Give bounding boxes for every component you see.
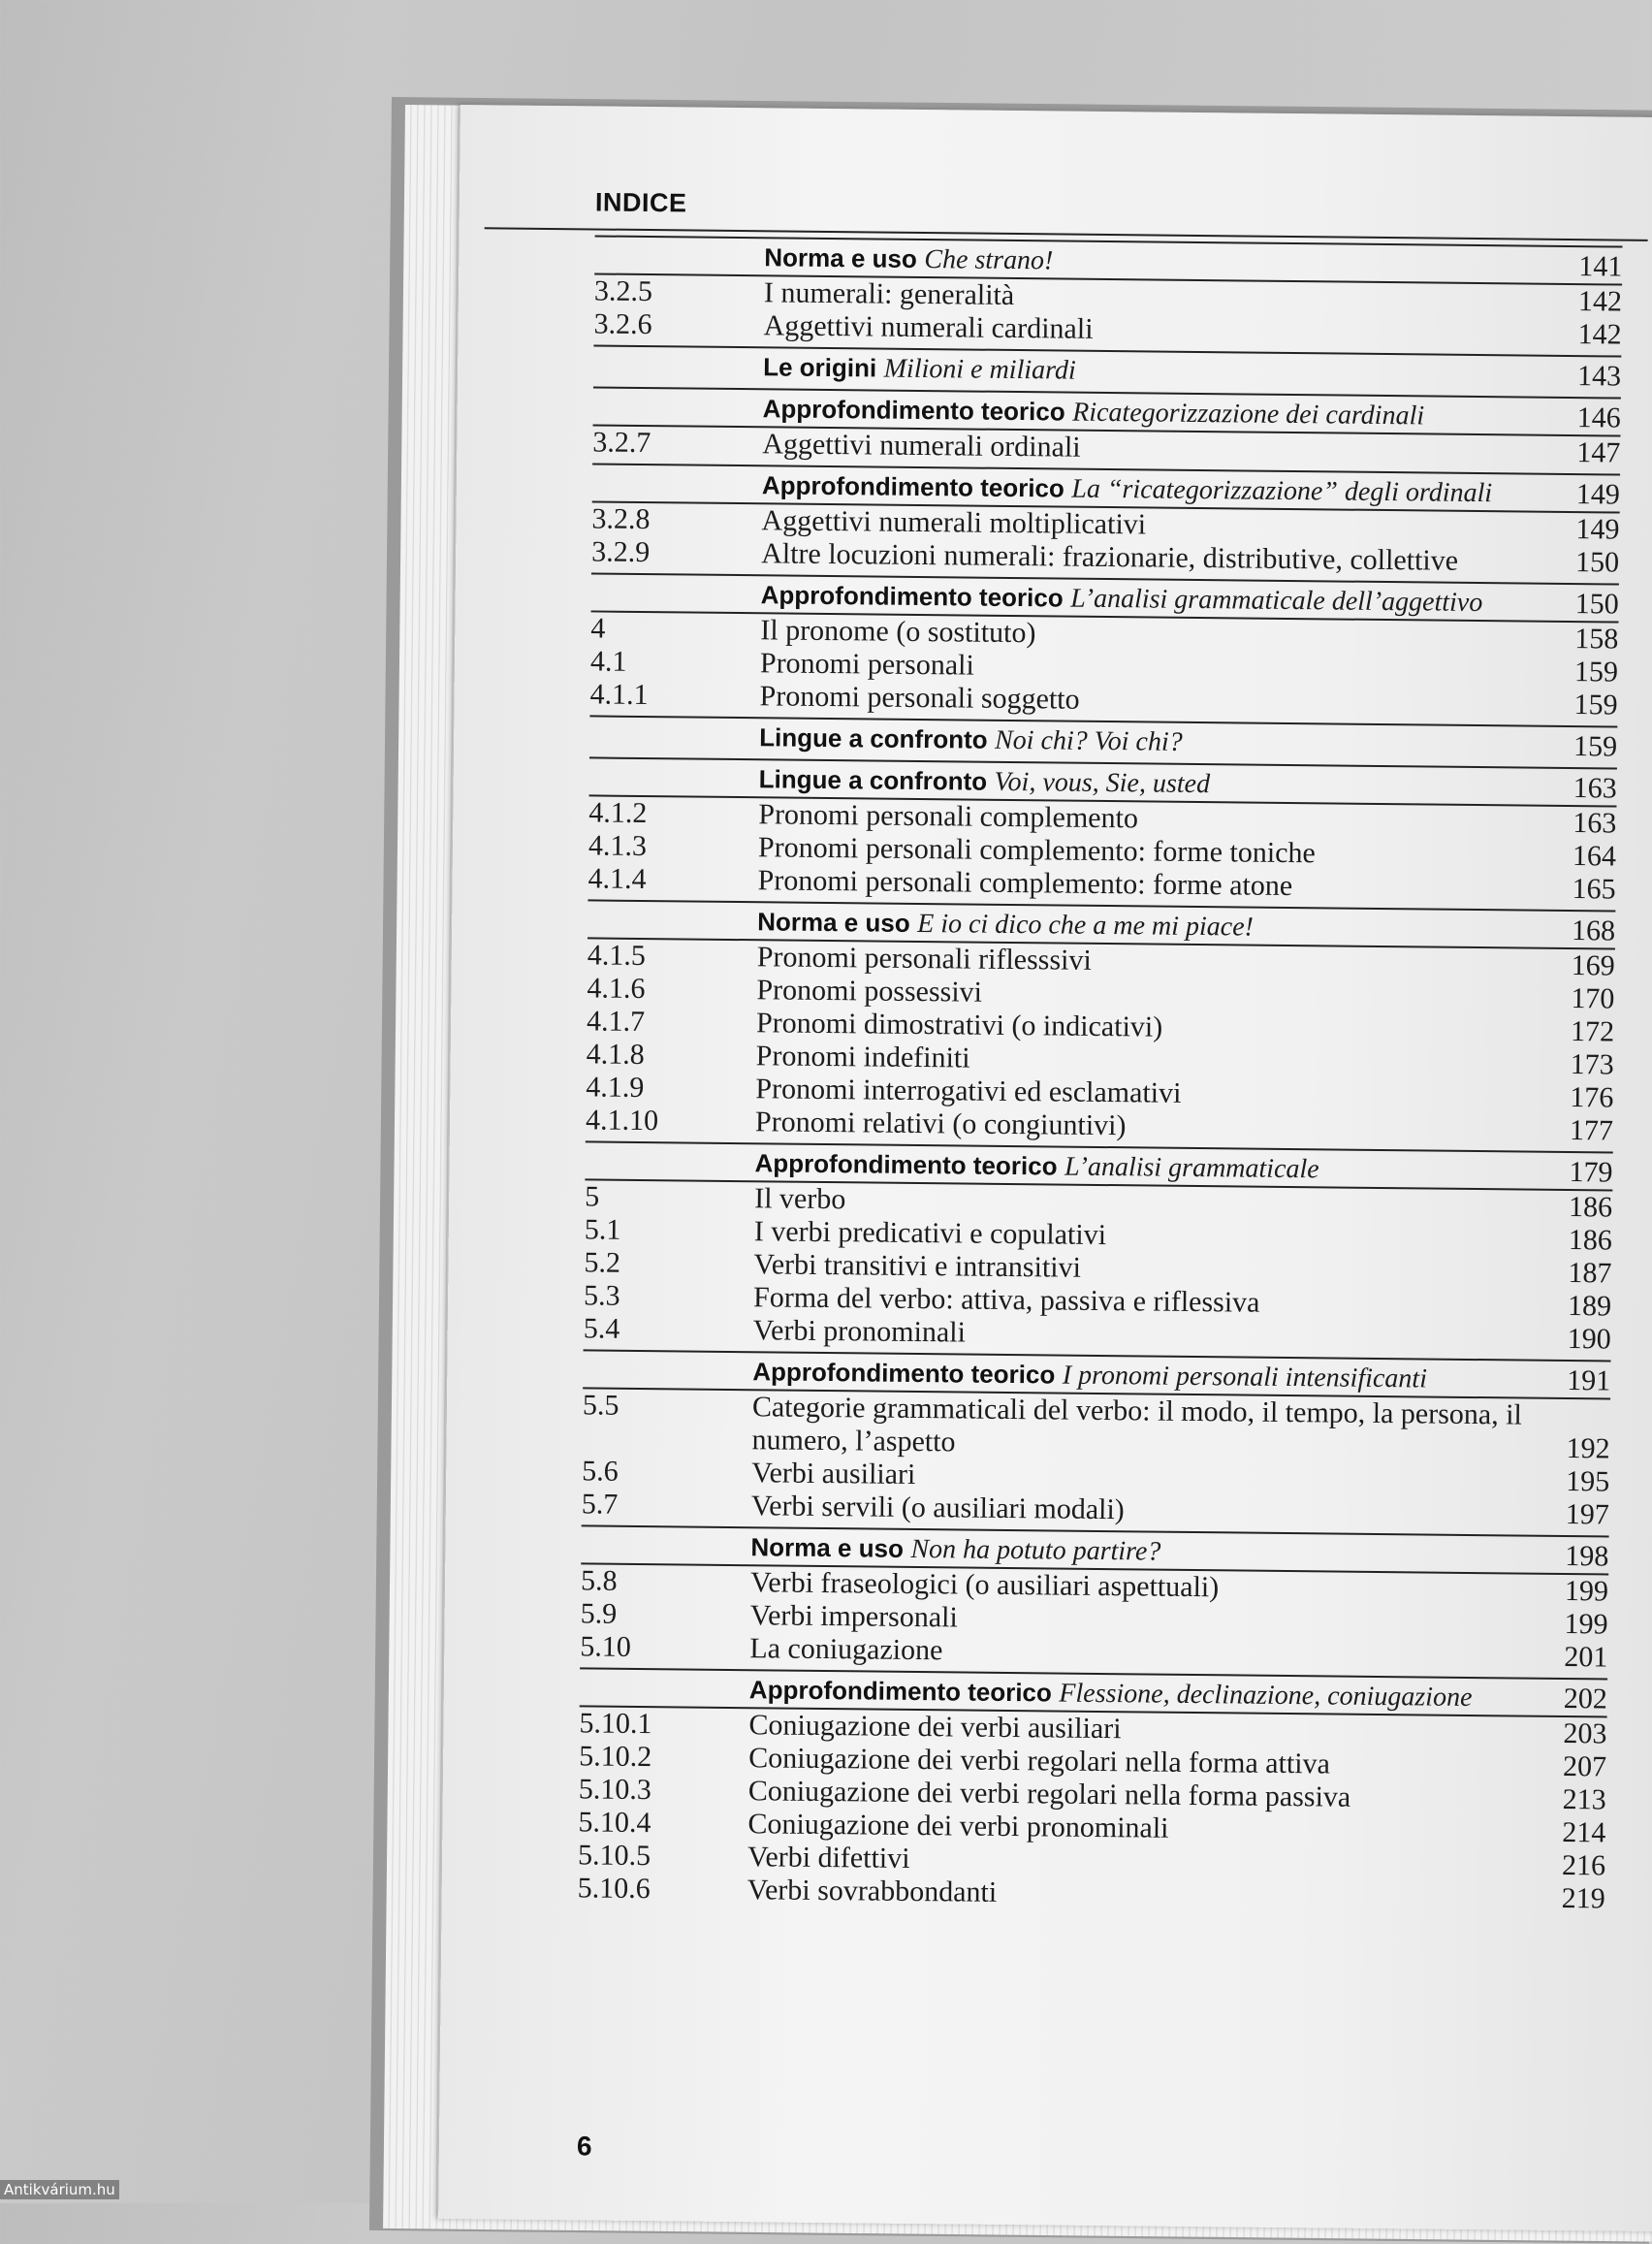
feature-label: Norma e uso (764, 242, 918, 273)
toc-entry-title-cell: Pronomi personali (759, 647, 974, 682)
toc-page-number: 149 (1575, 478, 1621, 511)
toc-entry-title-cell: Verbi transitivi e intransitivi (753, 1248, 1082, 1284)
toc-entry-number: 5.5 (582, 1389, 620, 1422)
feature-label: Approfondimento teorico (760, 580, 1064, 613)
toc-entry-title-cell: Pronomi relativi (o congiuntivi) (754, 1106, 1127, 1142)
toc-page-number: 141 (1578, 250, 1623, 283)
toc-entry-number: 5.8 (580, 1564, 618, 1597)
toc-entry-title-cell (754, 1146, 1554, 1189)
toc-entry-number: 4.1.9 (586, 1071, 645, 1105)
toc-entry-number: 4 (590, 612, 606, 645)
toc-page-number: 213 (1562, 1783, 1606, 1816)
toc-page-number: 207 (1562, 1750, 1607, 1783)
toc-page-number: 172 (1570, 1015, 1615, 1048)
toc-page-number: 198 (1565, 1540, 1609, 1573)
toc-entry-title-cell (764, 240, 1564, 283)
toc-entry-title-cell (752, 1355, 1552, 1397)
toc-entry-title-cell: Verbi difettivi (747, 1841, 910, 1875)
toc-entry-title-cell: Pronomi personali complemento: forme toniche (757, 831, 1317, 870)
page-number: 6 (576, 2131, 592, 2162)
toc-entry-number (588, 903, 757, 939)
toc-page-number: 186 (1568, 1224, 1612, 1257)
feature-label: Approfondimento teorico (752, 1357, 1056, 1390)
toc-entry-title-cell: Aggettivi numerali moltiplicativi (761, 504, 1147, 541)
toc-entry-number (594, 239, 764, 274)
toc-entry-number: 3.2.5 (593, 274, 653, 308)
toc-entry-number (591, 576, 761, 612)
toc-page-number: 170 (1571, 982, 1615, 1015)
feature-title: Non ha potuto partire? (910, 1533, 1161, 1567)
toc-page-number: 176 (1570, 1081, 1614, 1114)
toc-entry-title-cell: I numerali: generalità (763, 276, 1015, 311)
toc-entry-number: 3.2.8 (591, 502, 651, 536)
toc-entry-number (583, 1353, 752, 1389)
toc-page-number: 187 (1568, 1257, 1612, 1290)
toc-entry-title-cell (763, 392, 1563, 434)
toc-page-number: 159 (1573, 730, 1618, 763)
toc-entry-title-cell: Verbi sovrabbondanti (747, 1874, 998, 1908)
toc-entry-number: 4.1.8 (586, 1038, 645, 1072)
toc-entry-title-cell: Coniugazione dei verbi regolari nella forma passiva (747, 1775, 1351, 1813)
toc-entry-number: 4.1.6 (587, 972, 646, 1006)
toc-page-number: 169 (1571, 949, 1615, 982)
toc-entry-number: 3.2.6 (593, 307, 652, 341)
toc-entry-title-cell: Aggettivi numerali ordinali (762, 428, 1081, 464)
toc-entry-number: 5 (585, 1180, 600, 1213)
toc-entry-number: 4.1.4 (588, 862, 647, 896)
toc-entry-number: 4.1.1 (589, 678, 649, 712)
toc-page-number: 177 (1569, 1114, 1614, 1147)
toc-entry-title-cell: Aggettivi numerali cardinali (763, 309, 1094, 345)
toc-entry-title-cell: Verbi fraseologici (o ausiliari aspettuali) (749, 1566, 1220, 1604)
toc-page-number: 168 (1571, 914, 1616, 947)
feature-title: Ricategorizzazione dei cardinali (1072, 397, 1425, 432)
page-content (578, 187, 1623, 1915)
toc-entry-title-cell: Pronomi interrogativi ed esclamativi (755, 1073, 1182, 1109)
toc-entry-title-cell: Verbi impersonali (749, 1599, 958, 1634)
toc-page-number: 189 (1567, 1290, 1612, 1323)
toc-page-number: 158 (1574, 623, 1619, 656)
toc-entry-number (589, 760, 759, 796)
feature-title: L’analisi grammaticale (1064, 1151, 1319, 1185)
toc-entry-number: 5.10.4 (578, 1806, 651, 1840)
toc-entry-number: 4.1.5 (587, 939, 646, 973)
toc-entry-number: 5.6 (582, 1455, 619, 1488)
feature-label: Approfondimento teorico (762, 394, 1065, 427)
toc-page-number: 197 (1565, 1498, 1610, 1531)
toc-entry-number (593, 390, 763, 426)
toc-page-number: 150 (1574, 546, 1620, 579)
toc-page-number: 173 (1570, 1048, 1614, 1081)
toc-page-number: 142 (1577, 285, 1623, 318)
toc-entry-number: 5.7 (581, 1488, 619, 1521)
toc-page-number: 150 (1574, 588, 1619, 621)
toc-page-number: 192 (1566, 1432, 1610, 1465)
toc-entry-title-cell: Pronomi personali complemento: forme atone (757, 864, 1293, 903)
toc-feature-row (589, 715, 1617, 763)
toc-entry-number (585, 1144, 754, 1180)
toc-page-number: 201 (1564, 1641, 1608, 1674)
toc-entry-number (593, 348, 763, 384)
toc-entry-number: 5.1 (584, 1213, 621, 1246)
watermark: Antikvárium.hu (0, 2180, 119, 2199)
feature-label: Norma e uso (757, 907, 910, 938)
toc-page-number: 165 (1572, 873, 1616, 906)
toc-page-number: 190 (1567, 1323, 1611, 1356)
toc-page-number: 214 (1562, 1815, 1606, 1849)
toc-page-number: 216 (1561, 1848, 1606, 1882)
toc-entry-number (581, 1528, 750, 1564)
toc-entry-number: 5.2 (584, 1246, 621, 1279)
toc-entry-number: 4.1.7 (586, 1005, 646, 1039)
toc-page-number: 142 (1577, 318, 1622, 351)
toc-feature-row (593, 344, 1621, 393)
feature-label: Approfondimento teorico (748, 1675, 1053, 1708)
toc-entry-number: 5.10.3 (578, 1773, 651, 1807)
toc-entry-title-cell: Il pronome (o sostituto) (760, 614, 1036, 650)
toc-entry-title-cell (759, 721, 1559, 763)
toc-entry-title-cell (761, 578, 1561, 621)
toc-page-number: 159 (1573, 656, 1619, 689)
feature-title: I pronomi personali intensificanti (1062, 1360, 1428, 1394)
toc-page-number: 146 (1576, 401, 1621, 434)
toc-entry-title-cell: Altre locuzioni numerali: frazionarie, distributive, collettive (760, 537, 1459, 577)
toc-page-number: 195 (1566, 1465, 1610, 1498)
toc-entry-title-cell: Coniugazione dei verbi regolari nella forma attiva (747, 1742, 1331, 1780)
feature-label: Approfondimento teorico (761, 470, 1065, 503)
toc-entry-title-cell: Pronomi personali riflesssivi (756, 941, 1092, 977)
toc-entry-title-cell (762, 468, 1562, 511)
toc-page-number: 163 (1573, 772, 1617, 805)
feature-title: Flessione, declinazione, coniugazione (1059, 1678, 1473, 1714)
book-page (438, 105, 1652, 2231)
toc-entry-title-cell: Verbi ausiliari (751, 1457, 916, 1491)
toc-page-number: 219 (1561, 1881, 1605, 1915)
feature-title: L’analisi grammaticale dell’aggettivo (1070, 583, 1483, 619)
toc-entry-title-cell (749, 1673, 1549, 1715)
toc-entry-number: 5.10.5 (577, 1839, 651, 1873)
toc-entry-number (580, 1671, 749, 1707)
toc-entry-number: 5.10.6 (577, 1872, 651, 1906)
feature-title: Voi, vous, Sie, usted (994, 766, 1211, 800)
toc-page-number: 203 (1563, 1717, 1607, 1750)
feature-title: La “ricategorizzazione” degli ordinali (1071, 473, 1493, 509)
toc-entry-title-cell: I verbi predicativi e copulativi (753, 1215, 1107, 1252)
toc-entry-title-cell: Coniugazione dei verbi ausiliari (748, 1709, 1122, 1746)
toc-entry-title-cell (750, 1530, 1550, 1573)
toc-entry-number: 5.4 (583, 1312, 620, 1345)
toc-entry-number: 5.10.2 (579, 1740, 652, 1774)
toc-page-number: 179 (1569, 1156, 1613, 1189)
toc-entry-title-cell (763, 350, 1563, 393)
toc-page-number: 147 (1576, 436, 1621, 469)
toc-entry-number: 3.2.7 (592, 426, 651, 460)
feature-title: E io ci dico che a me mi piace! (917, 908, 1255, 943)
toc-page-number: 163 (1573, 807, 1617, 840)
feature-label: Norma e uso (750, 1532, 905, 1563)
toc-entry-title-cell (759, 762, 1559, 805)
toc-entry-title-cell (757, 905, 1557, 947)
toc-entry-number: 5.10.1 (579, 1707, 652, 1741)
feature-label: Approfondimento teorico (754, 1148, 1058, 1181)
toc-page-number: 191 (1567, 1364, 1611, 1397)
feature-label: Lingue a confronto (759, 722, 988, 754)
feature-title: Milioni e miliardi (883, 353, 1076, 386)
toc-entry-title-cell: Forma del verbo: attiva, passiva e riflessiva (752, 1281, 1260, 1319)
toc-entry-title-cell: Coniugazione dei verbi pronominali (747, 1808, 1169, 1844)
toc-entry-number: 3.2.9 (591, 535, 651, 569)
toc-entry-number: 4.1.3 (588, 829, 648, 863)
toc-entry-number: 4.1.10 (585, 1104, 659, 1138)
toc-page-number: 199 (1564, 1575, 1609, 1608)
toc-entry-title-cell: Verbi servili (o ausiliari modali) (750, 1490, 1125, 1526)
toc-page-number: 186 (1568, 1191, 1613, 1224)
section-title: INDICE (594, 187, 687, 218)
toc-entry-title-cell: Il verbo (754, 1182, 846, 1216)
toc-entry-title-cell: Pronomi possessivi (756, 974, 983, 1009)
toc-entry-row (582, 1389, 1610, 1465)
toc-page-number: 202 (1563, 1683, 1608, 1715)
toc-entry-number: 5.9 (580, 1597, 618, 1630)
toc-entry-number: 5.3 (583, 1279, 620, 1312)
toc-entry-number: 4.1 (589, 645, 627, 678)
toc-entry-title-cell: Pronomi personali complemento (758, 798, 1139, 835)
feature-label: Le origini (763, 352, 877, 383)
toc-page-number: 159 (1573, 689, 1618, 721)
toc-entry-title-cell: Pronomi dimostrativi (o indicativi) (755, 1007, 1163, 1043)
toc-page-number: 164 (1572, 840, 1617, 873)
feature-title: Noi chi? Voi chi? (994, 724, 1183, 757)
feature-label: Lingue a confronto (758, 764, 988, 796)
toc-entry-title-cell: Categorie grammaticali del verbo: il modo, il tempo, la persona, il numero, l’aspetto (751, 1391, 1523, 1459)
feature-title: Che strano! (924, 244, 1054, 276)
toc-entry-title-cell: Pronomi personali soggetto (759, 680, 1080, 716)
toc-page-number: 149 (1575, 513, 1620, 546)
table-of-contents (578, 235, 1623, 1915)
toc-entry-number (589, 719, 759, 754)
toc-entry-number: 5.10 (580, 1630, 632, 1663)
toc-entry-title-cell: La coniugazione (749, 1632, 943, 1667)
toc-entry-number: 4.1.2 (588, 796, 648, 830)
toc-entry-number (592, 466, 762, 502)
toc-page-number: 199 (1564, 1608, 1608, 1641)
toc-entry-title-cell: Pronomi indefiniti (755, 1040, 970, 1074)
toc-entry-title-cell: Verbi pronominali (752, 1314, 967, 1349)
toc-page-number: 143 (1576, 360, 1622, 393)
